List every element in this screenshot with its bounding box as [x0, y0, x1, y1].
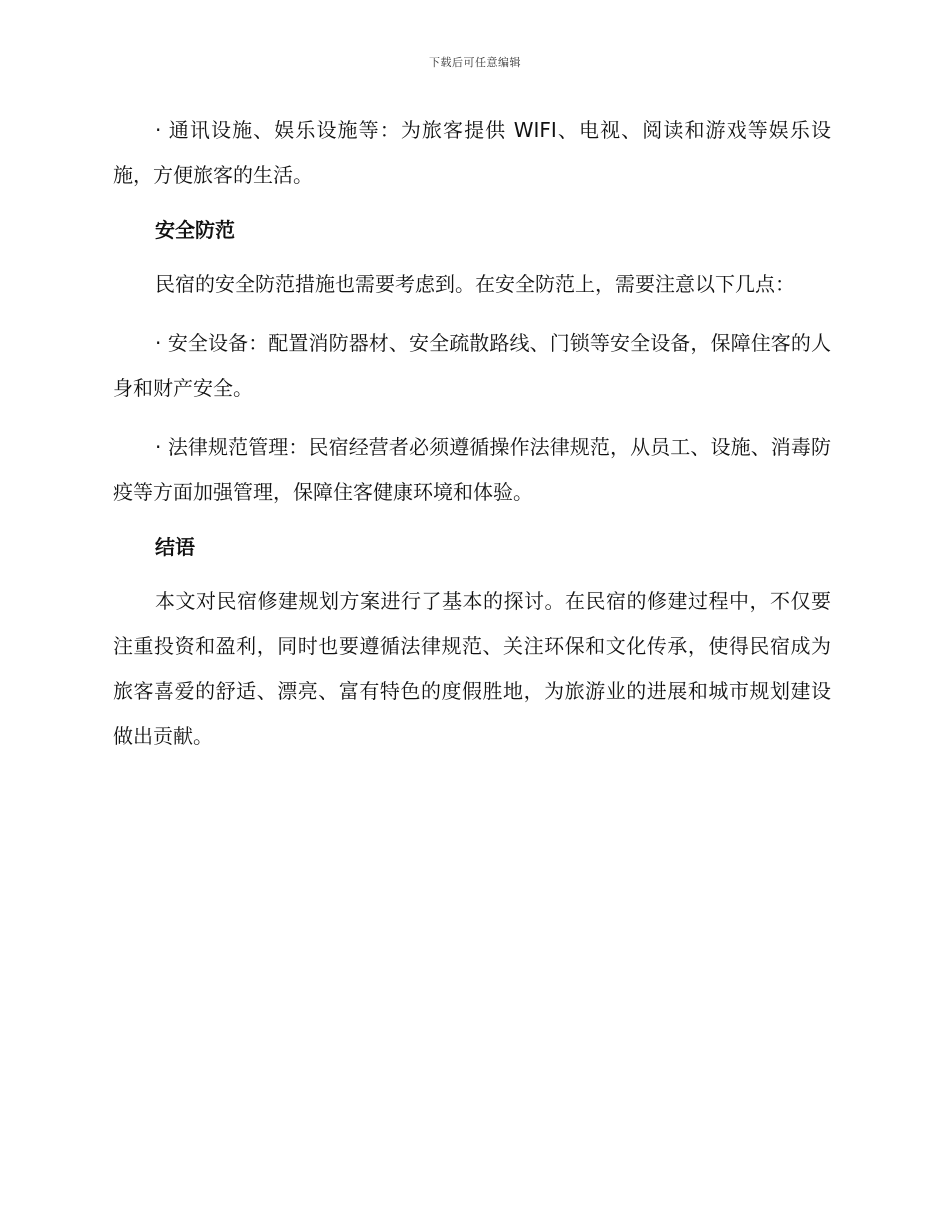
paragraph-safety-intro: 民宿的安全防范措施也需要考虑到。在安全防范上，需要注意以下几点：	[155, 272, 795, 296]
document-body	[113, 108, 831, 773]
heading-safety: 安全防范	[155, 218, 235, 242]
paragraph-communication-facilities: · 通讯设施、娱乐设施等：为旅客提供 WIFI、电视、阅读和游戏等娱乐设施，方便旅客的生活。	[113, 118, 831, 187]
heading-conclusion: 结语	[155, 535, 195, 559]
paragraph-safety-equipment: · 安全设备：配置消防器材、安全疏散路线、门锁等安全设备，保障住客的人身和财产安全。	[113, 331, 831, 400]
paragraph-conclusion: 本文对民宿修建规划方案进行了基本的探讨。在民宿的修建过程中，不仅要注重投资和盈利，同时也要遵循法律规范、关注环保和文化传承，使得民宿成为旅客喜爱的舒适、漂亮、富有特色的度假胜地，为旅游业的进展和城市规划建设做出贡献。	[113, 589, 831, 748]
header-note: 下载后可任意编辑	[429, 56, 521, 69]
paragraph-legal-management: · 法律规范管理：民宿经营者必须遵循操作法律规范，从员工、设施、消毒防疫等方面加强管理，保障住客健康环境和体验。	[113, 435, 831, 504]
